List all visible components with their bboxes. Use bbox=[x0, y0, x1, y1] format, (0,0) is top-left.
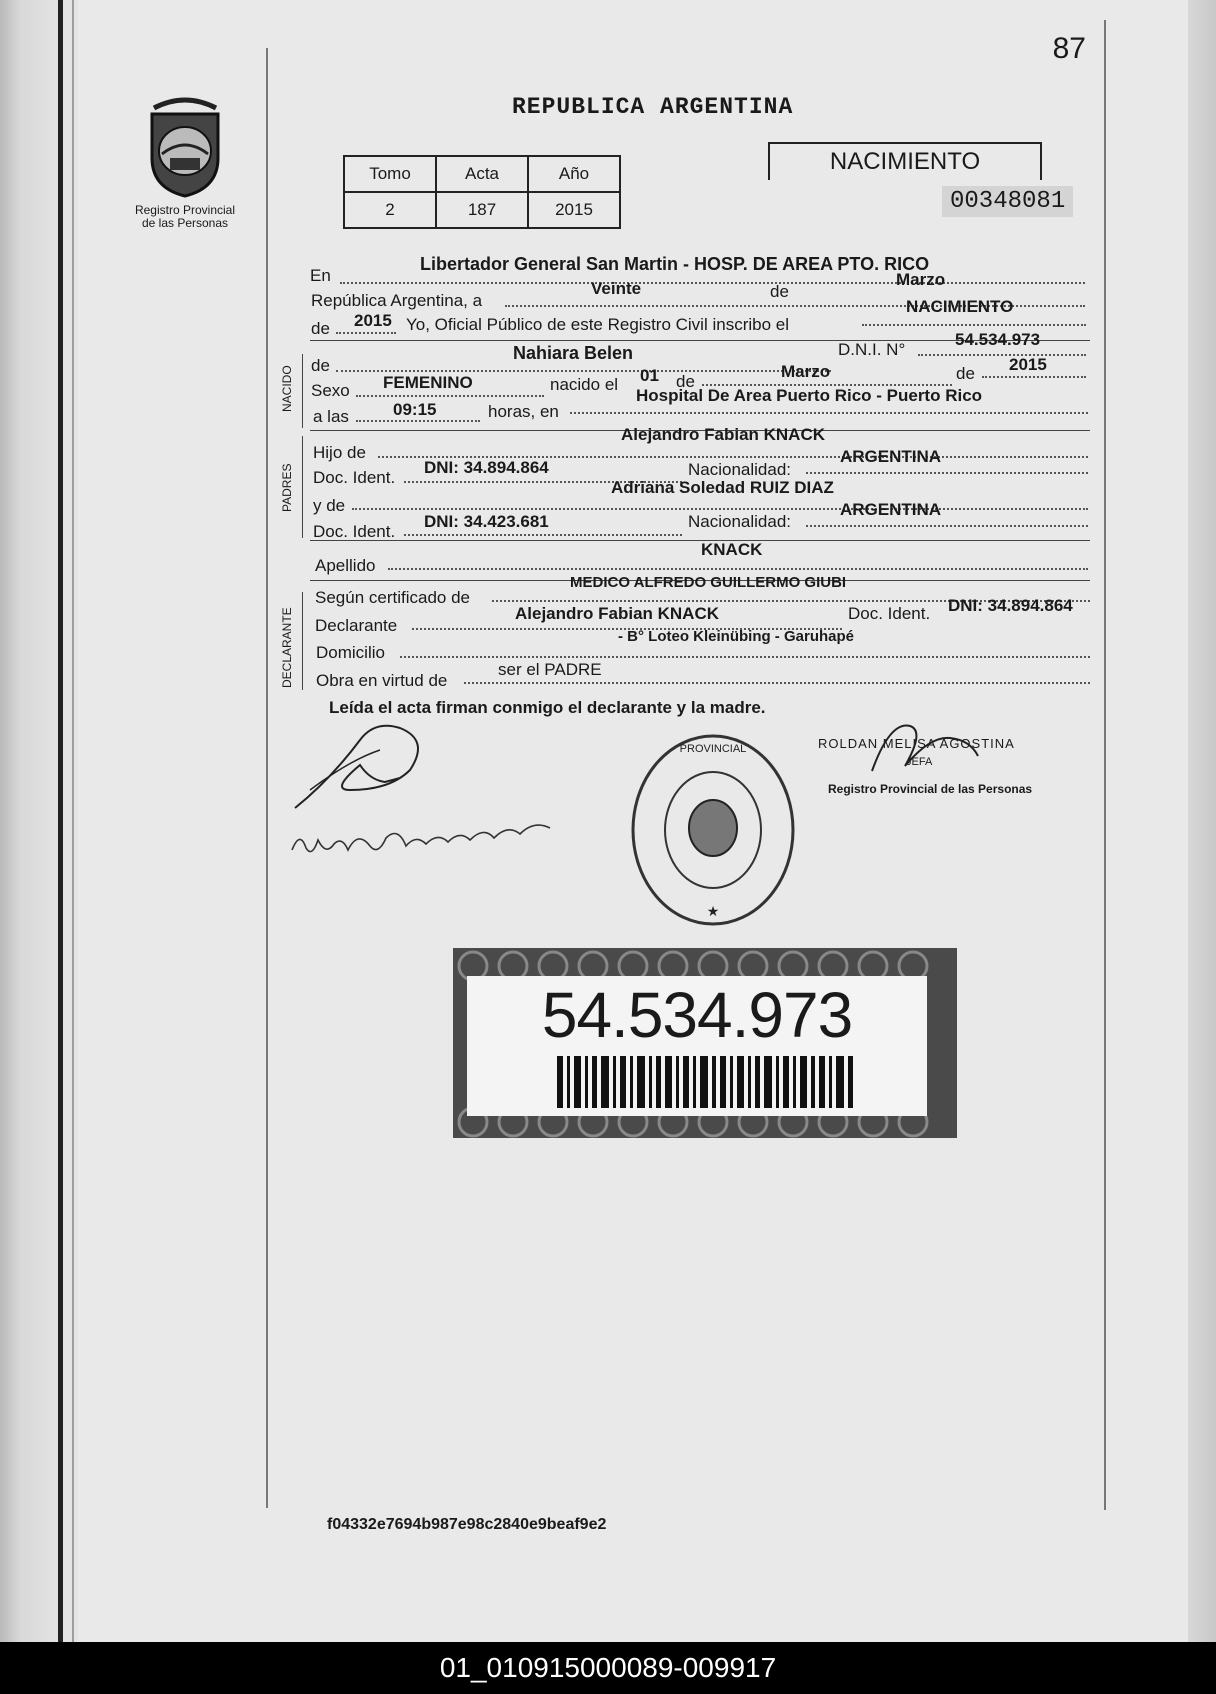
divider-3 bbox=[310, 540, 1090, 541]
de2-label: de bbox=[311, 319, 330, 338]
horas-label: horas, en bbox=[488, 402, 559, 421]
hijo-label: Hijo de bbox=[313, 443, 366, 462]
yde-label: y de bbox=[313, 496, 346, 515]
lugar-value: Hospital De Area Puerto Rico - Puerto Rico bbox=[636, 386, 983, 405]
de3-label: de bbox=[676, 372, 695, 391]
binding-edge bbox=[58, 0, 63, 1642]
sexo-value: FEMENINO bbox=[383, 373, 473, 392]
barcode-icon bbox=[557, 1056, 857, 1108]
registry-stamp bbox=[628, 730, 798, 930]
tomo-value: 2 bbox=[344, 192, 436, 228]
inscribo-dots bbox=[862, 324, 1086, 326]
sexo-dots bbox=[356, 395, 544, 397]
svg-text:★: ★ bbox=[706, 903, 720, 919]
obra-value: ser el PADRE bbox=[498, 660, 602, 679]
sticker-frame bbox=[453, 948, 957, 1138]
sticker-number: 54.534.973 bbox=[541, 979, 853, 1051]
cert-value: MEDICO ALFREDO GUILLERMO GIUBI bbox=[570, 574, 847, 591]
nac1-label: Nacionalidad: bbox=[688, 460, 792, 479]
closing-text: Leída el acta firman conmigo el declarante y la madre. bbox=[329, 698, 766, 717]
volume-table bbox=[343, 155, 621, 229]
dni-dots bbox=[918, 354, 1086, 356]
declarante-bracket bbox=[302, 592, 303, 690]
nacido-label: nacido el bbox=[550, 375, 619, 394]
doc2-value: DNI: 34.423.681 bbox=[424, 512, 549, 531]
dni-value: 54.534.973 bbox=[955, 330, 1041, 349]
en-value: Libertador General San Martin - HOSP. DE AREA PTO. RICO bbox=[420, 254, 930, 274]
doc1-value: DNI: 34.894.864 bbox=[424, 458, 549, 477]
anio-dots bbox=[336, 332, 396, 334]
right-margin-line bbox=[1104, 20, 1106, 1510]
declarant-signature bbox=[290, 720, 450, 820]
nac2-label: Nacionalidad: bbox=[688, 512, 792, 531]
province-logo bbox=[140, 96, 230, 205]
lugar-dots bbox=[570, 412, 1088, 414]
nombre-label: de bbox=[311, 356, 330, 375]
republica-label: República Argentina, a bbox=[311, 291, 483, 310]
de1-label: de bbox=[770, 282, 789, 301]
dom-value: - B° Loteo Kleinübing - Garuhapé bbox=[618, 628, 854, 645]
madre-dots bbox=[352, 508, 1088, 510]
svg-text:PROVINCIAL: PROVINCIAL bbox=[679, 743, 747, 755]
tomo-header: Tomo bbox=[344, 156, 436, 192]
page-number: 87 bbox=[1052, 32, 1086, 65]
document-type-box: NACIMIENTO bbox=[768, 142, 1042, 180]
padres-bracket bbox=[302, 436, 303, 538]
de4-label: de bbox=[956, 364, 975, 383]
serial-number: 00348081 bbox=[942, 186, 1073, 217]
nac1-value: ARGENTINA bbox=[840, 447, 942, 466]
official-registry: Registro Provincial de las Personas bbox=[828, 782, 1033, 796]
registry-caption-line2: de las Personas bbox=[141, 216, 229, 230]
doc2-label: Doc. Ident. bbox=[313, 522, 396, 541]
decl-doc-value: DNI: 34.894.864 bbox=[948, 596, 1073, 615]
sticker-label bbox=[467, 976, 927, 1116]
madre-value: Adriana Soledad RUIZ DIAZ bbox=[611, 478, 834, 497]
en-label: En bbox=[310, 266, 331, 285]
hora-value: 09:15 bbox=[393, 400, 437, 419]
obra-dots bbox=[464, 682, 1090, 684]
dni-label: D.N.I. N° bbox=[838, 340, 906, 359]
side-label-declarante: DECLARANTE bbox=[280, 607, 294, 688]
side-label-padres: PADRES bbox=[280, 463, 294, 512]
apellido-value: KNACK bbox=[701, 540, 763, 559]
acta-value: 187 bbox=[436, 192, 528, 228]
left-margin-line bbox=[266, 48, 268, 1508]
sexo-label: Sexo bbox=[311, 381, 350, 400]
nac2-dots bbox=[806, 525, 1088, 527]
oficial-text: Yo, Oficial Público de este Registro Civil inscribo el bbox=[406, 315, 789, 334]
anio-value: 2015 bbox=[528, 192, 620, 228]
doc2-dots bbox=[404, 534, 682, 536]
doc1-label: Doc. Ident. bbox=[313, 468, 396, 487]
official-name: ROLDAN MELISA AGOSTINA bbox=[818, 736, 1015, 751]
binding-shadow bbox=[72, 0, 74, 1642]
nacido-bracket bbox=[302, 354, 303, 428]
dia-value: Veinte bbox=[591, 279, 642, 298]
anio-header: Año bbox=[528, 156, 620, 192]
en-dots bbox=[340, 282, 1085, 284]
registry-caption bbox=[120, 204, 250, 230]
nacido-anio-dots bbox=[982, 376, 1086, 378]
nacido-mes: Marzo bbox=[781, 362, 831, 381]
dom-label: Domicilio bbox=[316, 643, 385, 662]
official-signature bbox=[870, 716, 980, 776]
anio-value: 2015 bbox=[354, 311, 392, 330]
registry-caption-line1: Registro Provincial bbox=[134, 203, 236, 217]
inscribo-value: NACIMIENTO bbox=[906, 297, 1014, 316]
nombre-dots bbox=[336, 370, 831, 372]
padre-value: Alejandro Fabian KNACK bbox=[621, 425, 826, 444]
side-label-nacido: NACIDO bbox=[280, 365, 294, 412]
image-id-bar: 01_010915000089-009917 bbox=[0, 1642, 1216, 1694]
nacido-anio: 2015 bbox=[1009, 355, 1047, 374]
acta-header: Acta bbox=[436, 156, 528, 192]
nac1-dots bbox=[806, 472, 1088, 474]
decl-value: Alejandro Fabian KNACK bbox=[515, 604, 720, 623]
dom-dots bbox=[400, 656, 1090, 658]
alas-label: a las bbox=[313, 407, 349, 426]
mother-signature bbox=[288, 810, 568, 870]
nac2-value: ARGENTINA bbox=[840, 500, 942, 519]
nacido-dia: 01 bbox=[640, 366, 659, 385]
apellido-dots bbox=[388, 568, 1088, 570]
official-title: JEFA bbox=[906, 756, 933, 768]
nombre-value: Nahiara Belen bbox=[513, 343, 634, 363]
hora-dots bbox=[356, 420, 480, 422]
apellido-label: Apellido bbox=[315, 556, 376, 575]
obra-label: Obra en virtud de bbox=[316, 671, 448, 690]
document-title: REPUBLICA ARGENTINA bbox=[512, 94, 794, 120]
coat-of-arms-icon bbox=[140, 96, 230, 200]
decl-doc-label: Doc. Ident. bbox=[848, 604, 931, 623]
document-hash: f04332e7694b987e98c2840e9beaf9e2 bbox=[327, 1516, 607, 1533]
cert-label: Según certificado de bbox=[315, 588, 470, 607]
decl-label: Declarante bbox=[315, 616, 398, 635]
mes-value: Marzo bbox=[896, 270, 946, 289]
